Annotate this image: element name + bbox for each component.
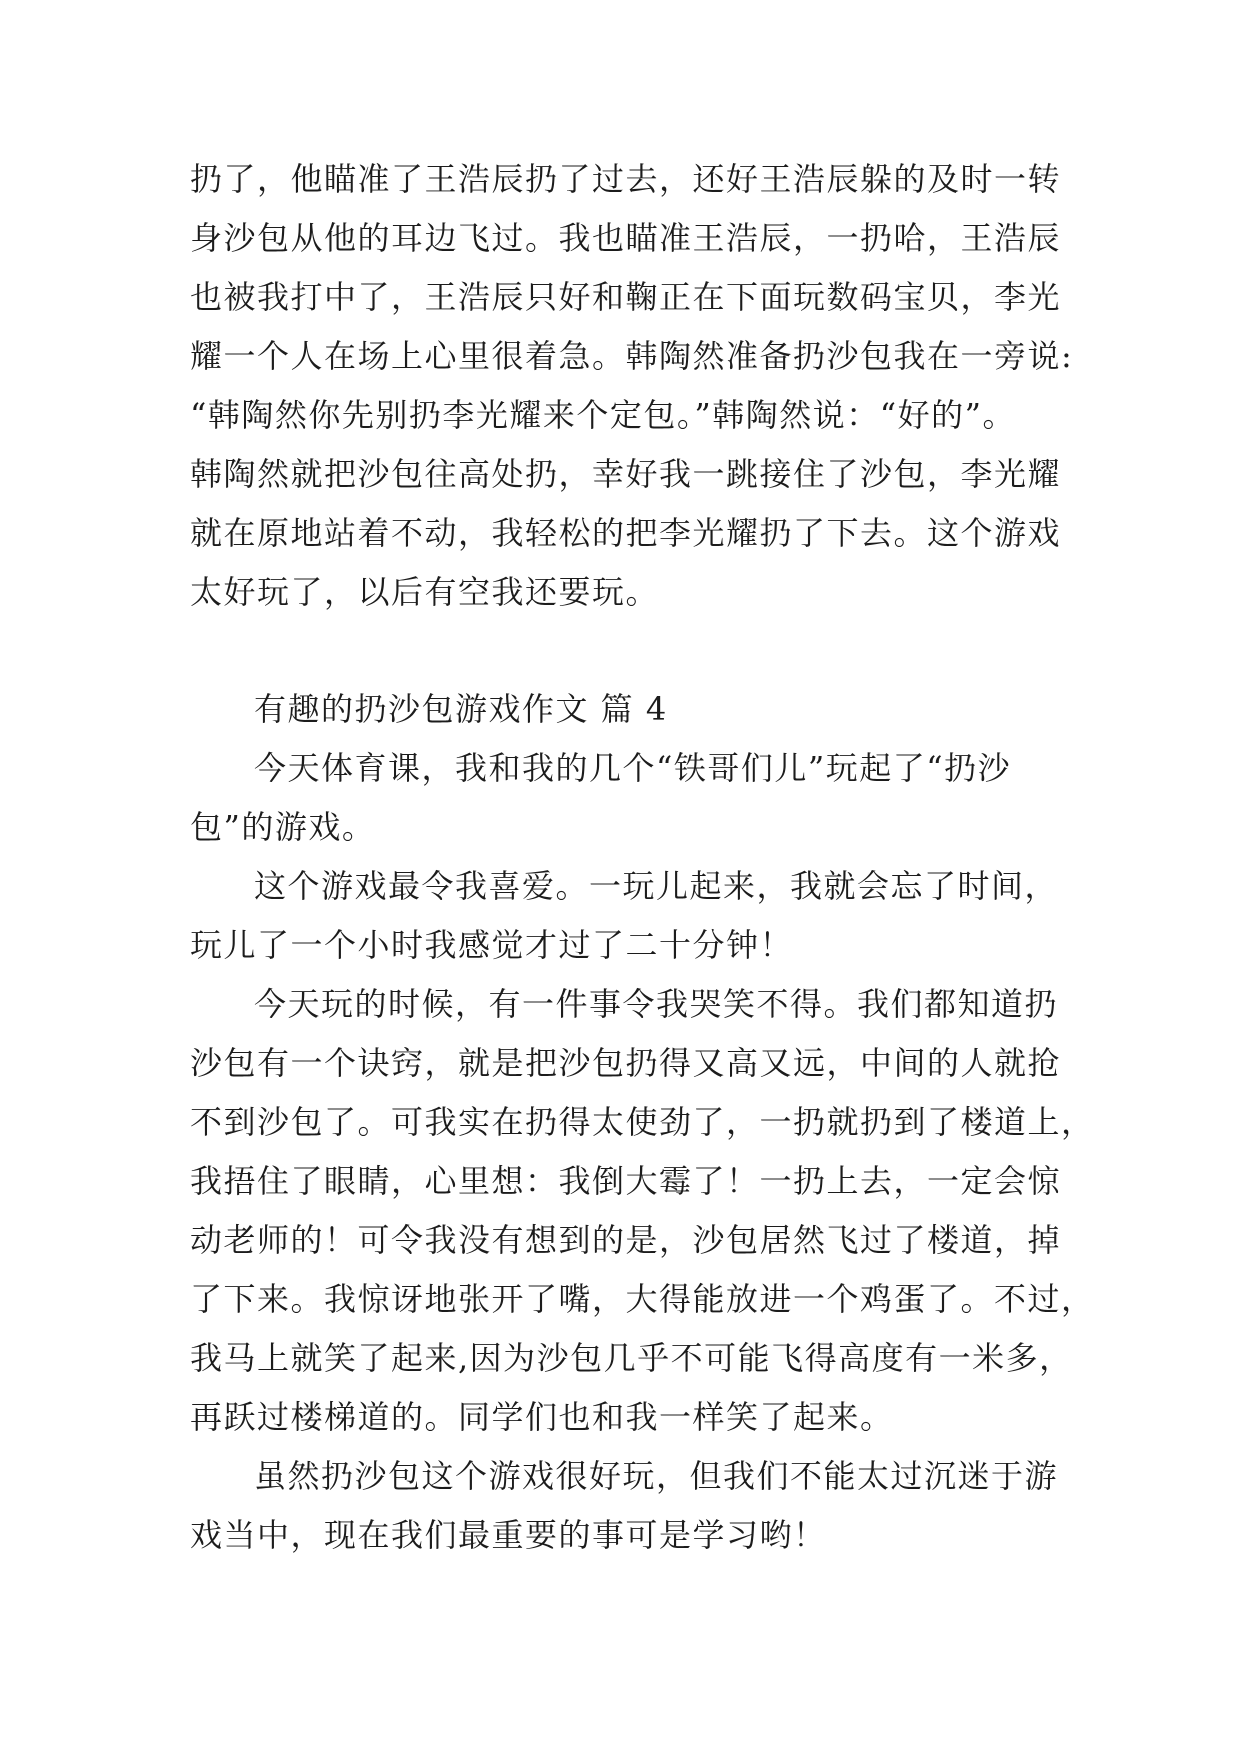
text-line: 也被我打中了，王浩辰只好和鞠正在下面玩数码宝贝，李光	[190, 278, 1062, 316]
text-line: 再跃过楼梯道的。同学们也和我一样笑了起来。	[190, 1398, 894, 1436]
text-line: 玩儿了一个小时我感觉才过了二十分钟！	[190, 926, 794, 964]
text-line: 了下来。我惊讶地张开了嘴，大得能放进一个鸡蛋了。不过，	[190, 1280, 1095, 1318]
text-line: 包”的游戏。	[190, 808, 376, 846]
text-line: 我马上就笑了起来,因为沙包几乎不可能飞得高度有一米多，	[190, 1339, 1073, 1377]
text-line: 虽然扔沙包这个游戏很好玩，但我们不能太过沉迷于游	[254, 1457, 1059, 1495]
text-line: “韩陶然你先别扔李光耀来个定包。”韩陶然说：“好的”。	[190, 396, 1016, 434]
text-line: 扔了，他瞄准了王浩辰扔了过去，还好王浩辰躲的及时一转	[190, 160, 1062, 198]
continuation-paragraph	[190, 150, 1074, 622]
section-body	[190, 739, 1095, 1565]
text-line: 沙包有一个诀窍，就是把沙包扔得又高又远，中间的人就抢	[190, 1044, 1062, 1082]
text-line: 这个游戏最令我喜爱。一玩儿起来，我就会忘了时间，	[254, 867, 1059, 905]
text-line: 戏当中，现在我们最重要的事可是学习哟！	[190, 1516, 827, 1554]
paragraph	[190, 739, 1070, 857]
text-line: 我捂住了眼睛，心里想：我倒大霉了！一扔上去，一定会惊	[190, 1162, 1062, 1200]
text-line: 太好玩了，以后有空我还要玩。	[190, 573, 660, 611]
text-line: 今天体育课，我和我的几个“铁哥们儿”玩起了“扔沙	[254, 749, 1012, 787]
paragraph	[190, 857, 1070, 975]
text-line: 今天玩的时候，有一件事令我哭笑不得。我们都知道扔	[254, 985, 1059, 1023]
text-line: 耀一个人在场上心里很着急。韩陶然准备扔沙包我在一旁说:	[190, 337, 1074, 375]
paragraph	[190, 975, 1095, 1447]
section-heading	[190, 680, 1070, 739]
text-line: 不到沙包了。可我实在扔得太使劲了，一扔就扔到了楼道上，	[190, 1103, 1095, 1141]
section-title: 有趣的扔沙包游戏作文 篇 4	[254, 690, 668, 728]
text-line: 就在原地站着不动，我轻松的把李光耀扔了下去。这个游戏	[190, 514, 1062, 552]
text-line: 身沙包从他的耳边飞过。我也瞄准王浩辰，一扔哈，王浩辰	[190, 219, 1062, 257]
paragraph	[190, 1447, 1070, 1565]
text-line: 韩陶然就把沙包往高处扔，幸好我一跳接住了沙包，李光耀	[190, 455, 1062, 493]
text-line: 动老师的！可令我没有想到的是，沙包居然飞过了楼道，掉	[190, 1221, 1062, 1259]
